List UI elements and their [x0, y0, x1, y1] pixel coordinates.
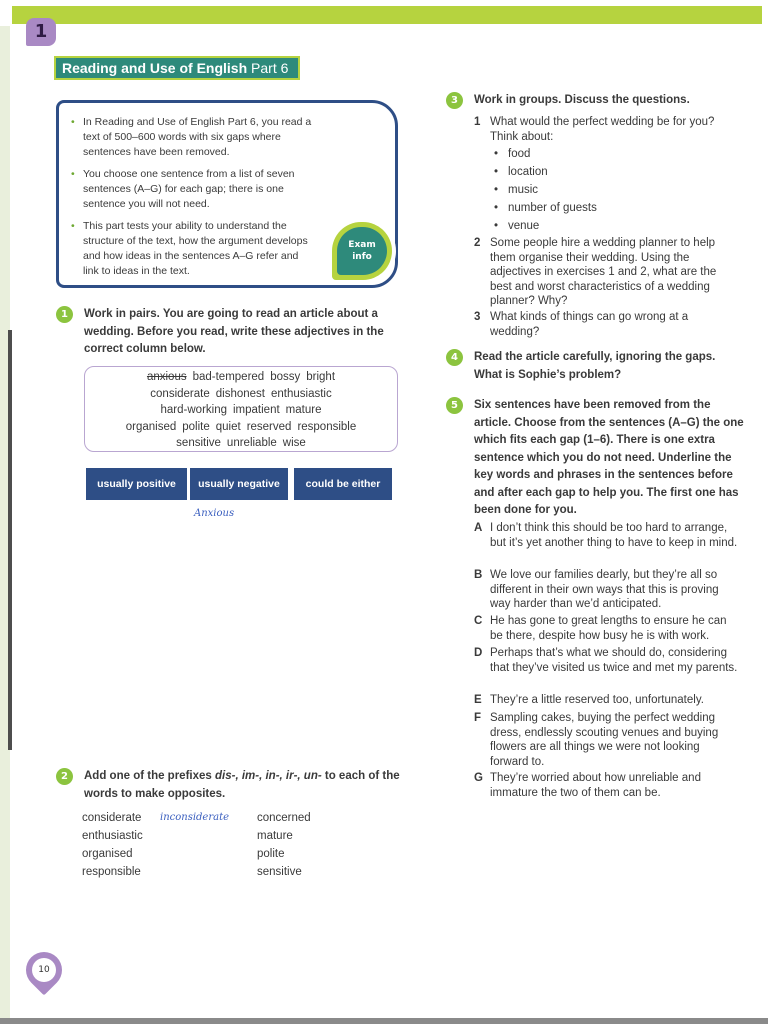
column-header-usually-positive: usually positive: [86, 468, 187, 500]
word-bank-word-crossed-out: anxious: [146, 371, 187, 383]
section-part: Part 6: [251, 60, 289, 76]
prefix-word: enthusiastic: [82, 830, 143, 842]
exam-info-badge-label: Exam info: [337, 227, 387, 275]
word-bank-word: enthusiastic: [270, 387, 332, 400]
word-bank-line: [85, 419, 397, 436]
top-accent-bar: [12, 6, 762, 24]
think-about-item: • music: [494, 181, 597, 199]
bullet-icon: •: [494, 166, 499, 178]
exercise-3-number: 3: [446, 92, 463, 109]
word-bank-word: polite: [182, 420, 210, 433]
word-bank-word: bright: [306, 371, 336, 383]
exam-info-item: • This part tests your ability to understand the structure of the text, how the argument develops and how ideas in the sentences A–G refer and link to ideas in the text.: [71, 220, 308, 277]
exercise-3-instruction: Work in groups. Discuss the questions.: [474, 94, 690, 106]
exercise-5-instruction: Six sentences have been removed from the article. Choose from the sentences (A–G) the one which fits each gap (1–6). There is one extra sentence which you do not need. Underline the key words and phrases in the sentences before and after each gap to help you. The first one has been done for you.: [474, 399, 744, 516]
word-bank-word: unreliable: [226, 437, 277, 449]
prefix-word: polite: [257, 848, 285, 860]
prefix-word: mature: [257, 830, 293, 842]
prefix-words-right: [257, 809, 311, 881]
exam-info-item: • In Reading and Use of English Part 6, you read a text of 500–600 words with six gaps where sentences have been removed.: [71, 116, 312, 158]
think-about-item: • location: [494, 163, 597, 181]
think-about-list: [494, 145, 597, 235]
exercise-5-number: 5: [446, 397, 463, 414]
column-header-could-be-either: could be either: [294, 468, 392, 500]
prefix-word: organised: [82, 848, 133, 860]
word-bank-word: quiet: [215, 420, 241, 433]
prefix-words-left: [82, 809, 143, 881]
exam-info-badge: [328, 218, 396, 284]
bullet-icon: •: [494, 220, 499, 232]
exercise-1-instruction: Work in pairs. You are going to read an article about a wedding. Before you read, write these adjectives in the correct column below.: [84, 308, 384, 355]
prefix-word: responsible: [82, 866, 141, 878]
exercise-4-number: 4: [446, 349, 463, 366]
think-about-item: • food: [494, 145, 597, 163]
bullet-icon: •: [494, 184, 499, 196]
word-bank-word: bossy: [270, 371, 301, 383]
word-bank-line: [85, 386, 397, 403]
word-bank-line: [85, 435, 397, 452]
exam-info-item: • You choose one sentence from a list of seven sentences (A–G) for each gap; there is one sentence you will not need.: [71, 168, 295, 210]
think-about-item: • number of guests: [494, 199, 597, 217]
word-bank-word: organised: [125, 420, 177, 433]
word-bank-word: dishonest: [215, 387, 265, 400]
prefix-word: considerate: [82, 812, 142, 824]
exam-info-badge-ring: [332, 222, 392, 280]
exercise-1-number: 1: [56, 306, 73, 323]
bullet-icon: •: [71, 220, 75, 232]
word-bank-word: impatient: [233, 404, 280, 416]
word-bank-word: bad-tempered: [192, 371, 265, 383]
word-bank-word: wise: [282, 437, 306, 449]
handwritten-answer-anxious: Anxious: [194, 508, 235, 519]
adjective-word-bank: [84, 366, 398, 452]
prefix-word: sensitive: [257, 866, 302, 878]
section-title-text: Reading and Use of English: [62, 60, 248, 76]
word-bank-word: responsible: [297, 420, 357, 433]
bullet-icon: •: [71, 116, 75, 128]
word-bank-word: hard-working: [160, 404, 227, 416]
word-bank-word: considerate: [150, 387, 210, 400]
exercise-2-instruction: Add one of the prefixes dis-, im-, in-, ir-, un- to each of the words to make opposites.: [84, 770, 400, 800]
bottom-edge: [0, 1018, 768, 1024]
page-number: 10: [32, 958, 56, 982]
section-title: [54, 56, 300, 80]
think-about-item: • venue: [494, 217, 597, 235]
word-bank-word: reserved: [246, 420, 292, 433]
unit-number-badge: 1: [26, 18, 56, 46]
exercise-2-number: 2: [56, 768, 73, 785]
bullet-icon: •: [494, 202, 499, 214]
prefix-list: dis-, im-, in-, ir-, un-: [215, 770, 322, 782]
exercise-4-instruction: Read the article carefully, ignoring the gaps. What is Sophie’s problem?: [474, 351, 716, 381]
binding-shadow: [8, 330, 12, 750]
bullet-icon: •: [71, 168, 75, 180]
word-bank-line: [85, 369, 397, 386]
word-bank-word: mature: [285, 404, 322, 416]
word-bank-line: [85, 402, 397, 419]
column-header-usually-negative: usually negative: [190, 468, 288, 500]
bullet-icon: •: [494, 148, 499, 160]
word-bank-word: sensitive: [176, 437, 221, 449]
handwritten-answer-inconsiderate: inconsiderate: [160, 812, 230, 823]
prefix-word: concerned: [257, 812, 311, 824]
